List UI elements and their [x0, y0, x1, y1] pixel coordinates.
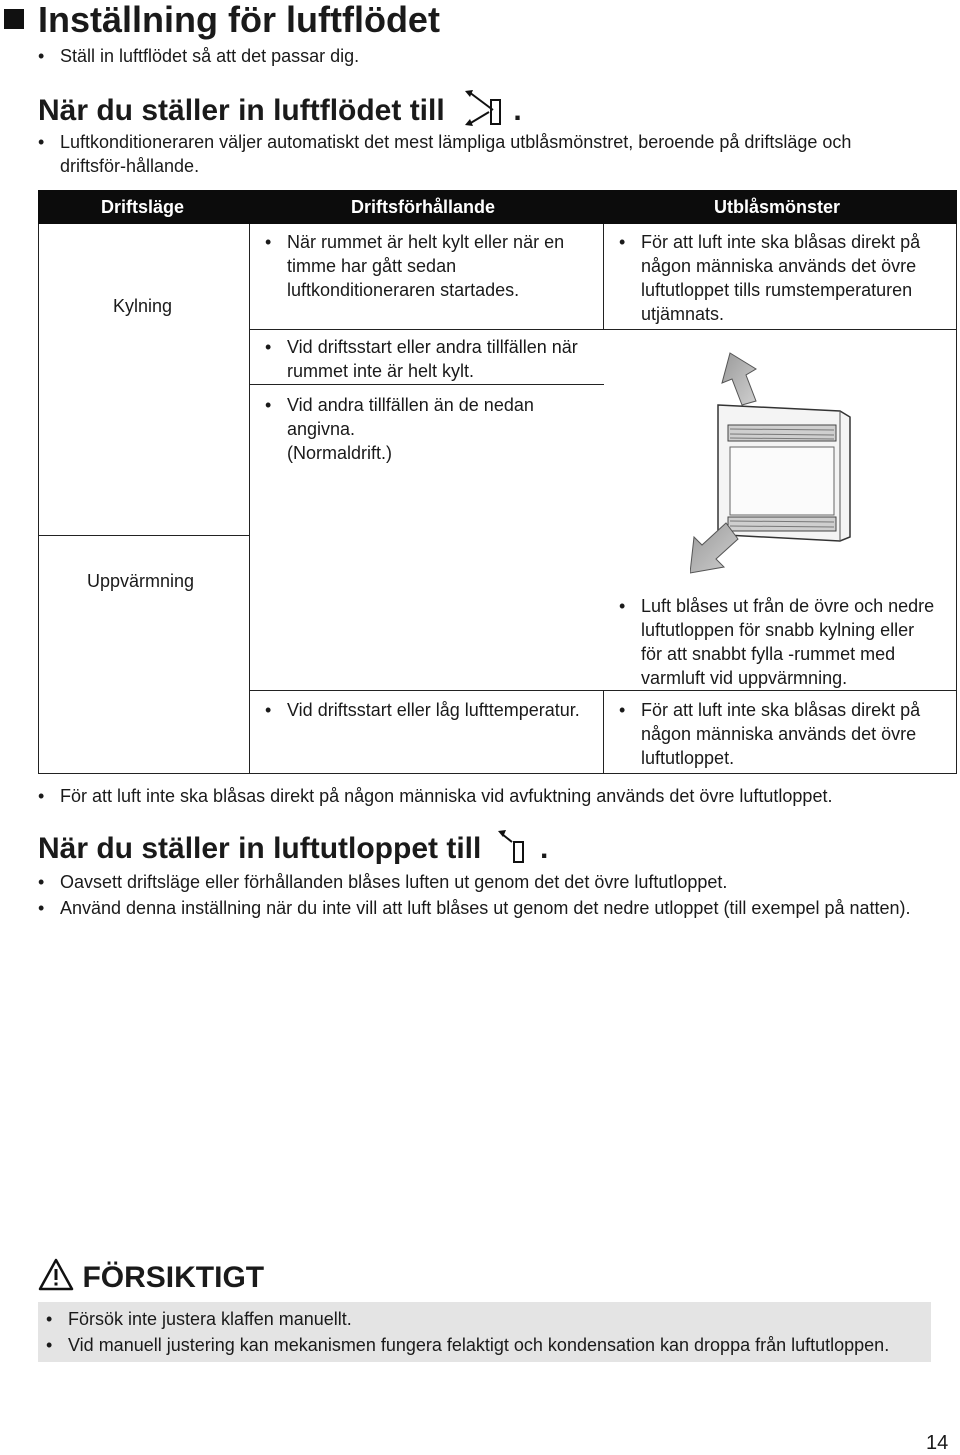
table-header — [38, 190, 957, 224]
table-border-left — [38, 224, 39, 774]
caution-item-1: • Försök inte justera klaffen manuellt. — [46, 1307, 948, 1331]
pattern-both-outlets-line: för att snabbt fylla -rummet med — [641, 644, 896, 664]
condition-heating: • Vid driftsstart eller låg lufttemperatur. — [265, 698, 627, 722]
upper-outlet-heading — [38, 828, 548, 872]
table-row-divider-c — [249, 690, 957, 691]
upper-outlet-heading-text: När du ställer in luftutloppet till — [38, 831, 482, 865]
table-row-divider-a — [249, 329, 604, 330]
air-conditioner-airflow-illustration — [690, 345, 870, 585]
condition-cooled-line: luftkonditioneraren startades. — [287, 280, 520, 300]
upper-outlet-icon — [496, 828, 532, 872]
pattern-both-outlets-line: varmluft vid uppvärmning. — [641, 668, 848, 688]
pattern-upper-heating-line: • För att luft inte ska blåsas direkt på — [641, 700, 921, 720]
auto-airflow-icon — [461, 88, 505, 136]
table-divider-col1 — [249, 224, 250, 774]
condition-normal-line: angivna. — [287, 419, 356, 439]
auto-airflow-note-line2: driftsför-hållande. — [60, 156, 200, 176]
pattern-both-outlets — [619, 594, 960, 690]
table-row-divider-b — [249, 384, 604, 385]
page-number: 14 — [926, 1432, 949, 1454]
auto-airflow-note — [38, 130, 960, 178]
upper-outlet-note-2: • Använd denna inställning när du inte vill att luft blåses ut genom det nedre utloppet (till exempel på natten). — [38, 896, 960, 920]
condition-startup-line: rummet inte är helt kylt. — [287, 361, 475, 381]
pattern-upper-cooling — [619, 230, 960, 326]
condition-startup — [265, 335, 622, 383]
header-driftsforhallande: Driftsförhållande — [351, 197, 496, 217]
table-border-bottom — [38, 773, 957, 774]
pattern-both-outlets-line: luftutloppen för snabb kylning eller — [641, 620, 915, 640]
pattern-upper-cooling-line: luftutloppet tills rumstemperaturen — [641, 280, 913, 300]
caution-title: FÖRSIKTIGT — [82, 1260, 265, 1294]
square-bullet-icon — [4, 9, 24, 29]
pattern-upper-cooling-line: någon människa används det övre — [641, 256, 917, 276]
condition-normal-line: (Normaldrift.) — [287, 443, 393, 463]
condition-cooled — [265, 230, 617, 302]
pattern-both-outlets-line: • Luft blåses ut från de övre och nedre — [641, 596, 935, 616]
header-driftslage: Driftsläge — [101, 197, 185, 217]
pattern-upper-cooling-line: utjämnats. — [641, 304, 725, 324]
caution-heading — [38, 1258, 264, 1298]
condition-normal-line: • Vid andra tillfällen än de nedan — [287, 395, 534, 415]
auto-airflow-heading-text: När du ställer in luftflödet till — [38, 93, 445, 127]
pattern-upper-heating-line: någon människa används det övre — [641, 724, 917, 744]
pattern-upper-heating — [619, 698, 960, 770]
intro-note: • Ställ in luftflödet så att det passar dig. — [38, 44, 359, 68]
caution-item-2: • Vid manuell justering kan mekanismen fungera felaktigt och kondensation kan droppa från luftutloppen. — [46, 1333, 948, 1357]
header-utblasmonster: Utblåsmönster — [714, 197, 841, 217]
auto-airflow-heading — [38, 88, 522, 136]
pattern-upper-cooling-line: • För att luft inte ska blåsas direkt på — [641, 232, 921, 252]
auto-airflow-note-line1: • Luftkonditioneraren väljer automatiskt det mest lämpliga utblåsmönstret, beroende på driftsläge och — [60, 132, 852, 152]
condition-startup-line: • Vid driftsstart eller andra tillfällen när — [287, 337, 578, 357]
table-row-divider-mode — [38, 535, 250, 536]
auto-airflow-heading-end: . — [513, 93, 522, 127]
warning-triangle-icon — [38, 1258, 74, 1297]
upper-outlet-heading-end: . — [540, 831, 549, 865]
condition-cooled-line: • När rummet är helt kylt eller när en — [287, 232, 565, 252]
dehumid-note: • För att luft inte ska blåsas direkt på någon människa vid avfuktning används det övre luftutloppet. — [38, 784, 960, 808]
section-title — [4, 0, 440, 40]
condition-cooled-line: timme har gått sedan — [287, 256, 457, 276]
table-row-divider-d — [603, 329, 957, 330]
section-title-text: Inställning för luftflödet — [38, 0, 440, 40]
upper-outlet-note-1: • Oavsett driftsläge eller förhållanden blåses luften ut genom det det övre luftutloppet. — [38, 870, 960, 894]
condition-normal — [265, 393, 617, 465]
mode-cooling: Kylning — [113, 296, 173, 316]
mode-heating: Uppvärmning — [87, 571, 195, 591]
pattern-upper-heating-line: luftutloppet. — [641, 748, 735, 768]
